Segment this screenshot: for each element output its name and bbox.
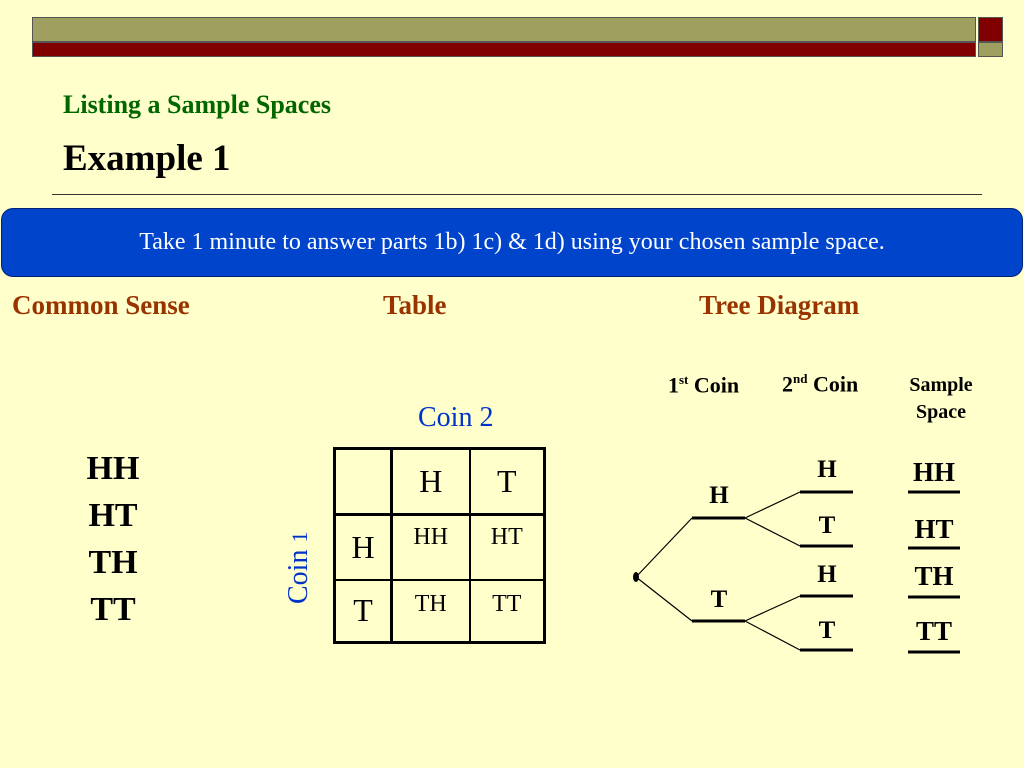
tree-node-second: T [818, 512, 836, 539]
tree-branch [745, 596, 800, 621]
tree-node-second: H [817, 456, 837, 483]
slide-subtitle: Listing a Sample Spaces [63, 90, 331, 119]
table-cell: HT [470, 515, 545, 580]
tree-branch [745, 492, 800, 518]
table-col-header: T [470, 449, 545, 515]
table-cell: TH [392, 580, 470, 643]
tree-branch [745, 621, 800, 650]
tree-node-first: H [709, 482, 729, 509]
tree-node-second: T [818, 617, 836, 644]
tree-outcome: TH [914, 561, 954, 591]
table-column-title: Coin 2 [418, 402, 494, 433]
list-item: HH [86, 450, 140, 487]
tree-label-second-coin: 2nd Coin [782, 371, 859, 397]
list-item: TT [90, 591, 136, 628]
tree-outcome: TT [915, 616, 953, 646]
tree-node-second: H [817, 561, 837, 588]
instruction-text: Take 1 minute to answer parts 1b) 1c) & 1d) using your chosen sample space. [139, 229, 885, 255]
tree-branch [636, 577, 692, 621]
slide-title: Example 1 [63, 138, 231, 179]
tree-outcome: HH [912, 457, 955, 487]
heading-tree-diagram: Tree Diagram [699, 290, 860, 320]
table-row-header: T [335, 580, 392, 643]
table-cell: HH [392, 515, 470, 580]
tree-node-first: T [710, 586, 728, 613]
table-row-title: Coin 1 [283, 531, 314, 604]
table-row-header: H [335, 515, 392, 580]
tree-branch [636, 518, 692, 577]
list-item: HT [88, 497, 138, 534]
heading-table: Table [383, 290, 447, 320]
heading-common-sense: Common Sense [12, 290, 190, 320]
tree-outcome: HT [914, 514, 954, 544]
tree-branch [745, 518, 800, 546]
tree-label-sample-space: Sample Space [909, 374, 973, 423]
table-cell: TT [470, 580, 545, 643]
list-item: TH [88, 544, 138, 581]
tree-label-first-coin: 1st Coin [668, 372, 740, 398]
table-col-header: H [392, 449, 470, 515]
